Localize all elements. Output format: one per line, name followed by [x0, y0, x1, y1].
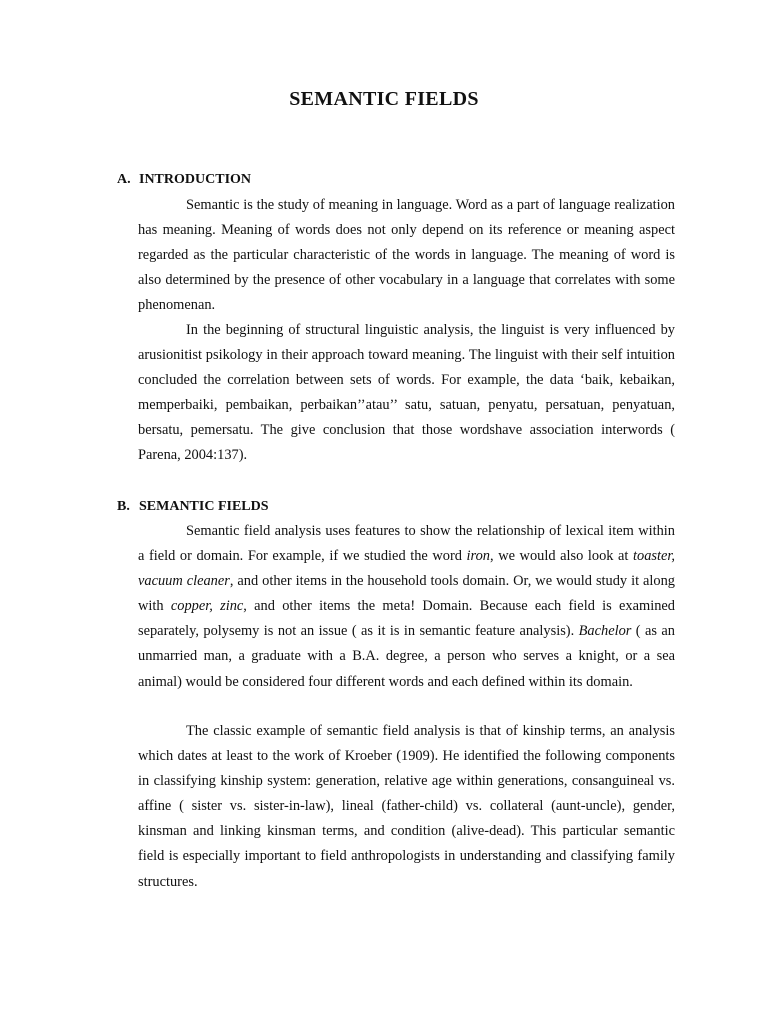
- italic-term: toaster, vacuum cleaner: [138, 548, 675, 590]
- italic-term: iron: [466, 548, 491, 565]
- intro-paragraph-2: In the beginning of structural linguistic analysis, the linguist is very influenced by arusionitist psikology in their approach toward meaning. The linguist with their self intuition concluded the correlation between sets of words. For example, the data ‘baik, kebaikan, memperbaiki, pembaikan, perbaikan’’atau’’ satu, satuan, penyatu, persatuan, penyatuan, bersatu, pemersatu. The give conclusion that those wordshave association interwords ( Parena, 2004:137).: [138, 322, 675, 464]
- section-heading-text: INTRODUCTION: [139, 172, 252, 187]
- intro-paragraph-1: Semantic is the study of meaning in language. Word as a part of language realization has meaning. Meaning of words does not only depend on its reference or meaning aspect regarded as the particular characteristic of the words in language. The meaning of word is also determined by the presence of other vocabulary in a language that correlates with some phenomenan.: [138, 197, 675, 314]
- section-heading-semantic-fields: [117, 499, 269, 515]
- paragraph-text: , and other items the meta! Domain. Because each field is examined separately, polysemy is not an issue ( as it is in semantic feature analysis).: [138, 598, 675, 640]
- paragraph-text: , and other items in the household tools domain. Or, we would study it along with: [138, 573, 675, 615]
- section-heading-text: SEMANTIC FIELDS: [139, 499, 269, 514]
- paragraph-text: , we would also look at: [490, 548, 634, 565]
- italic-term: copper, zinc: [170, 598, 244, 615]
- semantic-fields-paragraph-2: The classic example of semantic field analysis is that of kinship terms, an analysis which dates at least to the work of Kroeber (1909). He identified the following components in classifying kinship system: generation, relative age within generations, consanguineal vs. affine ( sister vs. sister-in-law), lineal (father-child) vs. collateral (aunt-uncle), gender, kinsman and linking kinsman terms, and condition (alive-dead). This particular semantic field is especially important to field anthropologists in understanding and classifying family structures.: [138, 723, 675, 890]
- semantic-fields-paragraph-1: [138, 519, 675, 695]
- section-marker: A.: [117, 172, 131, 187]
- section-heading-introduction: [117, 172, 251, 188]
- section-marker: B.: [117, 499, 130, 514]
- paragraph-text: ( as an unmarried man, a graduate with a B.A. degree, a person who serves a knight, or a sea animal) would be considered four different words and each defined within its domain.: [138, 623, 676, 690]
- italic-term: Bachelor: [578, 623, 632, 640]
- document-title: SEMANTIC FIELDS: [289, 88, 479, 110]
- paragraph-text: Semantic field analysis uses features to show the relationship of lexical item within a field or domain. For example, if we studied the word: [138, 523, 675, 565]
